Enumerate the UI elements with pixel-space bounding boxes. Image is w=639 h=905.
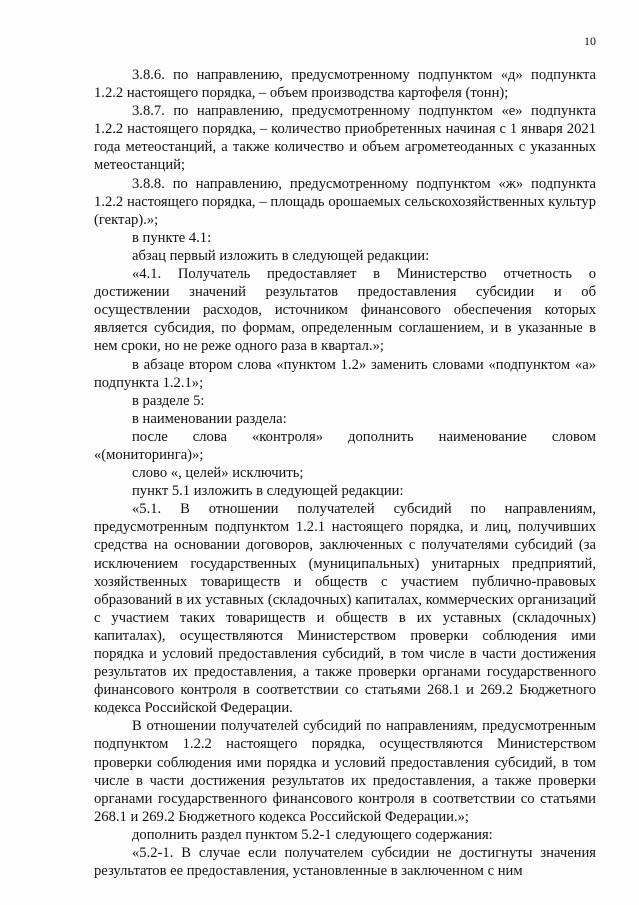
paragraph-second-abzac: в абзаце втором слова «пунктом 1.2» заменить словами «подпунктом «а» подпункта 1.2.1»; — [94, 356, 596, 391]
paragraph-5-1-text: «5.1. В отношении получателей субсидий по направлениям, предусмотренным подпунктом 1.2.1 настоящего порядка, и лиц, получивших средства на основании договоров, заключенных с получателями субсидий (за исключением государственных (муниципальных) унитарных предприятий, хозяйственных товариществ и обществ с участием публично-правовых образований в их уставных (складочных) капиталах, коммерческих организаций с участием таких товариществ и обществ в их уставных (складочных) капиталах), осуществляются Министерством проверки соблюдения ими порядка и условий предоставления субсидий, в том числе в части достижения результатов их предоставления, а также проверки органами государственного финансового контроля в соответствии со статьями 268.1 и 269.2 Бюджетного кодекса Российской Федерации. — [94, 501, 596, 717]
paragraph-point-5-1: пункт 5.1 изложить в следующей редакции: — [132, 483, 404, 500]
paragraph-5-2-1-text: «5.2-1. В случае если получателем субсидии не достигнуты значения результатов ее предоставления, установленные в заключенном с ним — [94, 845, 596, 880]
paragraph-section-5: в разделе 5: — [132, 392, 205, 409]
paragraph-point-4-1: в пункте 4.1: — [132, 229, 212, 246]
paragraph-monitoring: после слова «контроля» дополнить наименование словом «(мониторинга)»; — [94, 428, 596, 463]
paragraph-add-5-2-1: дополнить раздел пунктом 5.2-1 следующего содержания: — [132, 826, 493, 843]
paragraph-section-title: в наименовании раздела: — [132, 410, 287, 427]
paragraph-3-8-6: 3.8.6. по направлению, предусмотренному подпунктом «д» подпункта 1.2.2 настоящего порядка, – объем производства картофеля (тонн); — [94, 67, 596, 102]
paragraph-5-1-second: В отношении получателей субсидий по направлениям, предусмотренным подпунктом 1.2.2 настоящего порядка, осуществляются Министерством проверки соблюдения ими порядка и условий предоставления субсидий, в том числе в части достижения результатов их предоставления, а также проверки органами государственного финансового контроля в соответствии со статьями 268.1 и 269.2 Бюджетного кодекса Российской Федерации.»; — [94, 718, 596, 825]
paragraph-3-8-7: 3.8.7. по направлению, предусмотренному подпунктом «е» подпункта 1.2.2 настоящего порядка, – количество приобретенных начиная с 1 января 2021 года метеостанций, а также количество и объем агрометеоданных с указанных метеостанций; — [94, 103, 596, 174]
paragraph-first-abzac: абзац первый изложить в следующей редакции: — [132, 247, 430, 264]
paragraph-3-8-8: 3.8.8. по направлению, предусмотренному подпунктом «ж» подпункта 1.2.2 настоящего порядка, – площадь орошаемых сельскохозяйственных культур (гектар).»; — [94, 175, 596, 228]
paragraph-exclude-goals: слово «, целей» исключить; — [132, 465, 304, 482]
paragraph-4-1-text: «4.1. Получатель предоставляет в Министерство отчетность о достижении значений результатов предоставления субсидии и об осуществлении расходов, источником финансового обеспечения которых является субсидия, по формам, определенным соглашением, и в указанные в нем сроки, но не реже одного раза в квартал.»; — [94, 266, 596, 355]
page-number: 10 — [584, 34, 596, 48]
document-body — [94, 66, 596, 880]
